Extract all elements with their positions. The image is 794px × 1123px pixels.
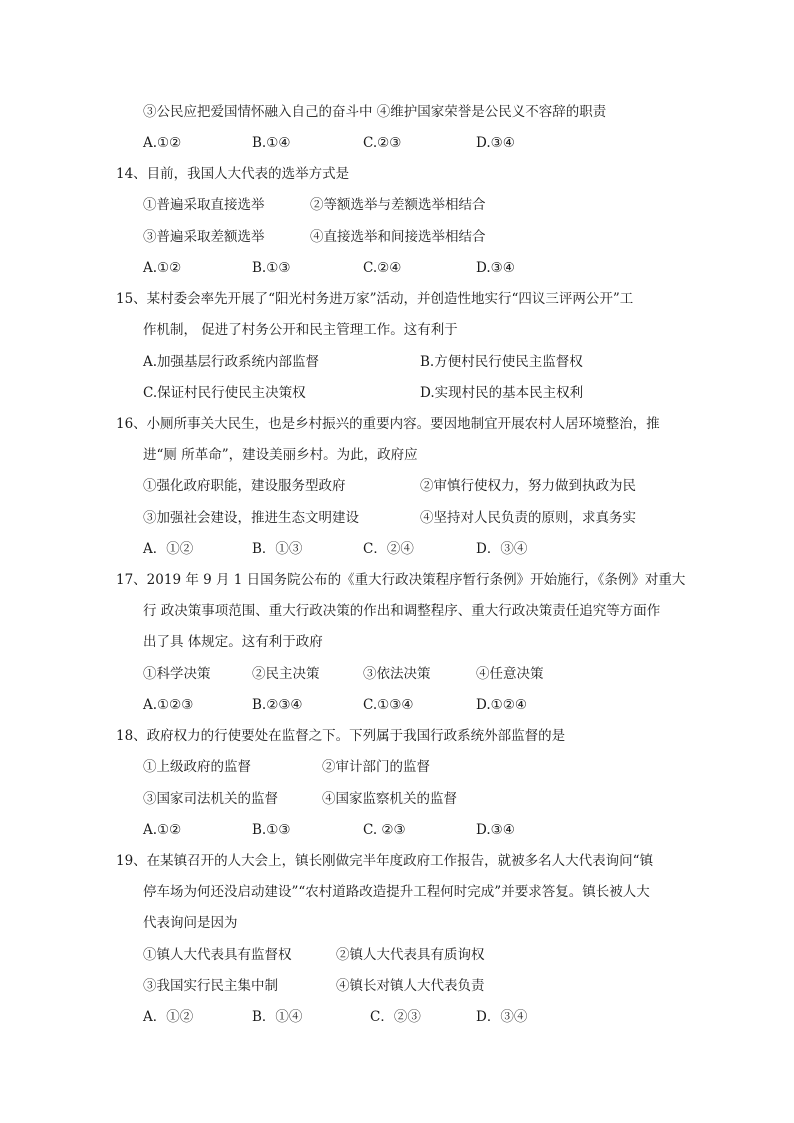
q14-statement-4: ④直接选举和间接选举相结合 [310,229,486,245]
q16-statement-4: ④坚持对人民负责的原则，求真务实 [420,510,636,526]
q18-option-c: C. ②③ [363,822,406,838]
q14-option-a: A.①② [143,260,182,276]
q18-statement-3: ③国家司法机关的监督 [143,791,278,807]
q19-statement-4: ④镇长对镇人大代表负责 [336,978,485,994]
q16-option-a: A．①② [143,541,194,557]
q15-option-a: A.加强基层行政系统内部监督 [143,354,320,370]
q18-option-a: A.①② [143,822,182,838]
q14-statement-1: ①普遍采取直接选举 [143,197,265,213]
q14-option-d: D.③④ [476,260,515,276]
q13-option-d: D.③④ [476,135,515,151]
q17-statement-2: ②民主决策 [252,666,320,682]
q19-stem-line-3: 代表询问是因为 [143,915,238,931]
q15-stem-line-2: 作机制， 促进了村务公开和民主管理工作。这有利于 [143,322,458,338]
q16-statement-3: ③加强社会建设，推进生态文明建设 [143,510,359,526]
q15-option-d: D.实现村民的基本民主权利 [420,385,584,401]
q14-statement-3: ③普遍采取差额选举 [143,229,265,245]
q17-option-a: A.①②③ [143,697,194,713]
q19-option-b: B．①④ [252,1009,303,1025]
q19-option-d: D．③④ [476,1009,528,1025]
q19-option-c: C．②③ [370,1009,421,1025]
q16-option-b: B．①③ [252,541,303,557]
q19-stem-line-2: 停车场为何还没启动建设”“农村道路改造提升工程何时完成”并要求答复。镇长被人大 [143,884,650,900]
q13-option-a: A.①② [143,135,182,151]
q18-statement-2: ②审计部门的监督 [322,759,430,775]
q13-option-b: B.①④ [252,135,291,151]
q17-option-d: D.①②④ [476,697,527,713]
q19-statement-1: ①镇人大代表具有监督权 [143,947,292,963]
q19-statement-2: ②镇人大代表具有质询权 [336,947,485,963]
q14-stem: 14、目前，我国人大代表的选举方式是 [116,166,350,182]
q18-option-b: B.①③ [252,822,291,838]
q15-option-c: C.保证村民行使民主决策权 [143,385,306,401]
q18-option-d: D.③④ [476,822,515,838]
q13-option-c: C.②③ [363,135,402,151]
q15-stem-line-1: 15、某村委会率先开展了“阳光村务进万家”活动，并创造性地实行“四议三评两公开”工 [116,291,634,307]
q17-stem-line-1: 17、2019 年 9 月 1 日国务院公布的《重大行政决策程序暂行条例》开始施行，《条例》对重大 [116,572,686,588]
q16-stem-line-2: 进“厕 所革命”，建设美丽乡村。为此，政府应 [143,447,418,463]
q16-option-d: D．③④ [476,541,528,557]
q19-statement-3: ③我国实行民主集中制 [143,978,278,994]
q17-stem-line-3: 出了具 体规定。这有利于政府 [143,634,323,650]
q17-statement-1: ①科学决策 [143,666,211,682]
q14-option-b: B.①③ [252,260,291,276]
q15-option-b: B.方便村民行使民主监督权 [420,354,583,370]
q18-statement-1: ①上级政府的监督 [143,759,251,775]
q16-stem-line-1: 16、小厕所事关大民生，也是乡村振兴的重要内容。要因地制宜开展农村人居环境整治，推 [116,416,660,432]
q16-statement-1: ①强化政府职能，建设服务型政府 [143,478,346,494]
q16-option-c: C．②④ [363,541,414,557]
q18-stem: 18、政府权力的行使要处在监督之下。下列属于我国行政系统外部监督的是 [116,728,566,744]
q16-statement-2: ②审慎行使权力，努力做到执政为民 [420,478,636,494]
q14-option-c: C.②④ [363,260,402,276]
q17-option-c: C.①③④ [363,697,414,713]
q17-stem-line-2: 行 政决策事项范围、重大行政决策的作出和调整程序、重大行政决策责任追究等方面作 [143,603,661,619]
q19-option-a: A．①② [143,1009,194,1025]
q13-statements-row: ③公民应把爱国情怀融入自己的奋斗中 ④维护国家荣誉是公民义不容辞的职责 [143,104,607,120]
q18-statement-4: ④国家监察机关的监督 [322,791,457,807]
q17-statement-4: ④任意决策 [476,666,544,682]
q14-statement-2: ②等额选举与差额选举相结合 [310,197,486,213]
q17-option-b: B.②③④ [252,697,303,713]
q19-stem-line-1: 19、在某镇召开的人大会上，镇长刚做完半年度政府工作报告，就被多名人大代表询问“镇 [116,853,654,869]
q17-statement-3: ③依法决策 [363,666,431,682]
